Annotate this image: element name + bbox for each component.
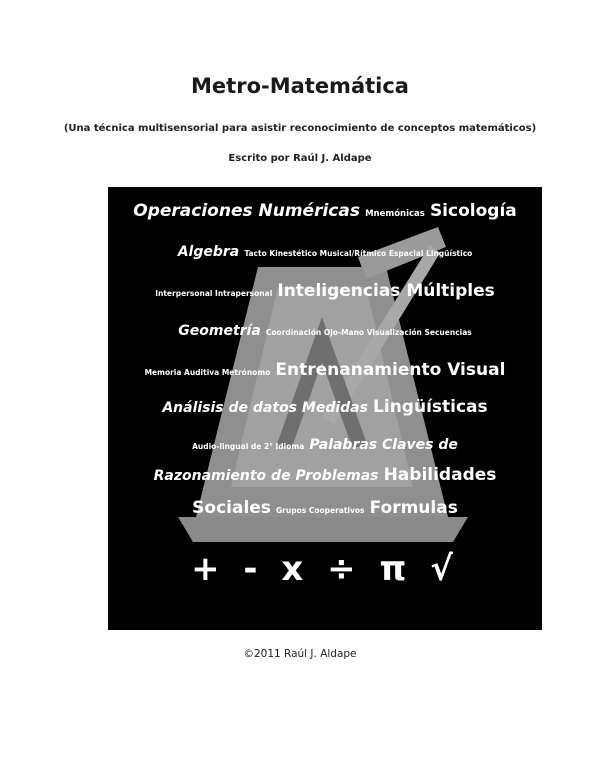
cover-term: Palabras Claves de [309, 437, 458, 453]
cover-term: Formulas [369, 498, 458, 518]
cover-term: Tacto Kinestético Musical/Rítmico Espacial Lingüístico [244, 249, 473, 258]
cover-term: Memoria Auditiva Metrónomo [144, 368, 271, 377]
cover-term: Geometría [178, 323, 261, 339]
cover-term: Entrenanamiento Visual [275, 360, 506, 380]
cover-artwork [108, 187, 542, 630]
cover-line-2 [108, 241, 542, 260]
cover-term: Grupos Cooperativos [276, 506, 365, 515]
cover-term: Audio-lingual de 2° Idioma [192, 442, 305, 451]
cover-line-9 [108, 498, 542, 518]
cover-term: Interpersonal Intrapersonal [155, 289, 273, 298]
cover-line-3 [108, 281, 542, 301]
book-subtitle: (Una técnica multisensorial para asistir reconocimiento de conceptos matemáticos) [63, 123, 537, 134]
cover-term: Inteligencias Múltiples [277, 281, 495, 301]
cover-term: Análisis de datos Medidas [162, 400, 368, 416]
cover-term: Operaciones Numéricas [133, 201, 360, 221]
cover-term: Algebra [177, 244, 240, 260]
cover-term: Sociales [192, 498, 271, 518]
book-title: Metro-Matemática [191, 74, 409, 98]
cover-term: Razonamiento de Problemas [153, 468, 379, 484]
cover-line-4 [108, 320, 542, 339]
cover-term: Habilidades [383, 465, 497, 485]
cover-line-7 [108, 434, 542, 453]
cover-line-6 [108, 397, 542, 417]
math-symbols: + - x ÷ π √ [191, 549, 459, 589]
cover-line-1 [108, 201, 542, 221]
book-author: Escrito por Raúl J. Aldape [228, 153, 372, 164]
cover-line-5 [108, 360, 542, 380]
cover-term: Coordinación Ojo-Mano Visualización Secuencias [265, 328, 472, 337]
cover-term: Lingüísticas [373, 397, 488, 417]
cover-term: Mnemónicas [365, 209, 425, 219]
copyright-notice: ©2011 Raúl J. Aldape [243, 648, 357, 660]
cover-line-8 [108, 465, 542, 485]
cover-term: Sicología [429, 201, 517, 221]
